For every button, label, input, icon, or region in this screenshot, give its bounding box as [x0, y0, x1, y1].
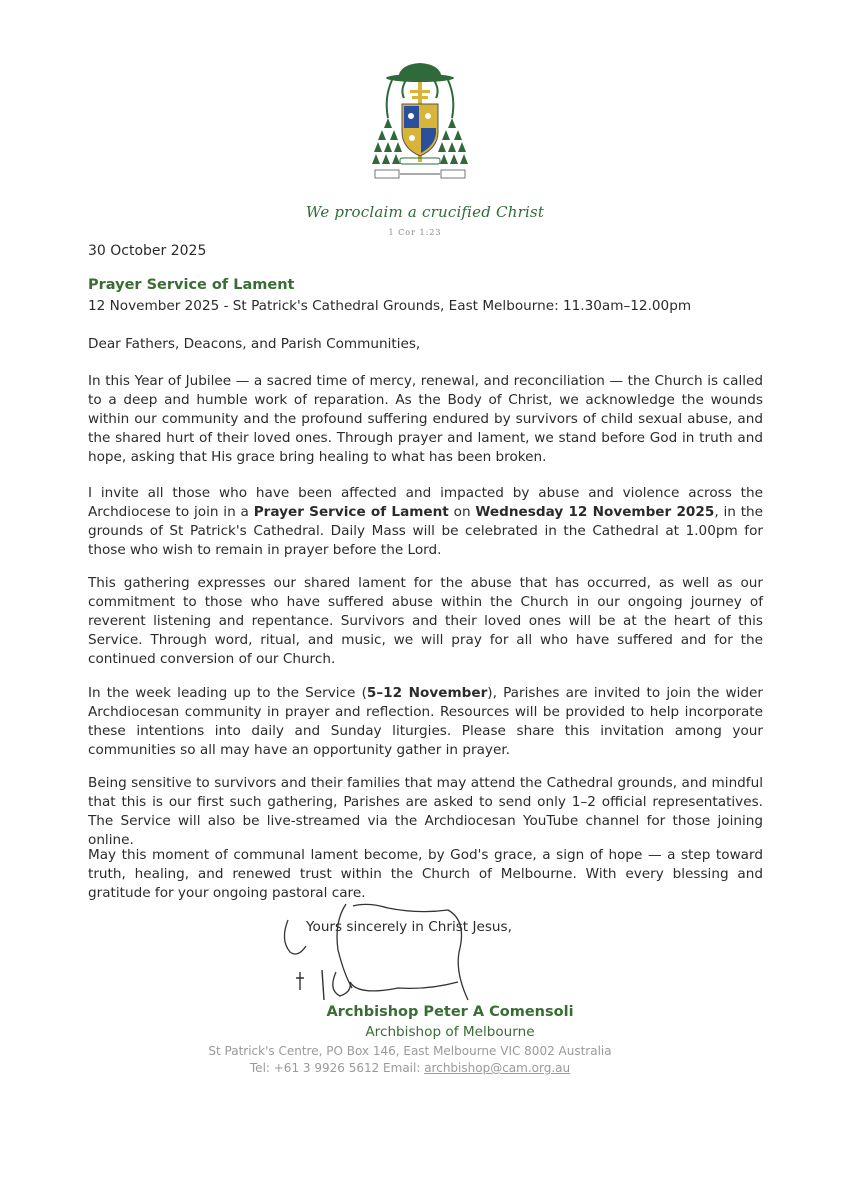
event-title: Prayer Service of Lament: [88, 277, 295, 293]
signatory-name: Archbishop Peter A Comensoli: [326, 1004, 574, 1020]
letter-date: 30 October 2025: [88, 243, 207, 259]
paragraph-gathering: This gathering expresses our shared lament for the abuse that has occurred, as well as our commitment to those who have suffered abuse within the Church in our ongoing journey of reverent listening and repentance. Survivors and their loved ones will be at the heart of this Service. Through word, ritual, and music, we will pray for all who have suffered and for the continued conversion of our Church.: [88, 575, 763, 667]
archiepiscopal-coat-of-arms-icon: [370, 58, 470, 186]
paragraph-invitation: I invite all those who have been affected and impacted by abuse and violence across the Archdiocese to join in a Prayer Service of Lament on Wednesday 12 November 2025, in the grounds of St Patrick's Cathedral. Daily Mass will be celebrated in the Cathedral at 1.00pm for those who wish to remain in prayer before the Lord.: [88, 485, 763, 558]
motto-reference: 1 Cor 1:23: [388, 228, 442, 237]
salutation: Dear Fathers, Deacons, and Parish Communities,: [88, 336, 421, 352]
footer-address: St Patrick's Centre, PO Box 146, East Melbourne VIC 8002 Australia: [208, 1044, 612, 1058]
paragraph-representatives: Being sensitive to survivors and their families that may attend the Cathedral grounds, and mindful that this is our first such gathering, Parishes are asked to send only 1–2 official representatives. The Service will also be live-streamed via the Archdiocesan YouTube channel for those joining online.: [88, 775, 763, 848]
paragraph-blessing: May this moment of communal lament become, by God's grace, a sign of hope — a step toward truth, healing, and renewed trust within the Church of Melbourne. With every blessing and gratitude for your ongoing pastoral care.: [88, 847, 763, 901]
email-link[interactable]: archbishop@cam.org.au: [424, 1061, 571, 1075]
letterhead-motto: We proclaim a crucified Christ: [305, 203, 545, 221]
paragraph-jubilee: In this Year of Jubilee — a sacred time of mercy, renewal, and reconciliation — the Church is called to a deep and humble work of reparation. As the Body of Christ, we acknowledge the wounds within our community and the profound suffering endured by survivors of child sexual abuse, and the shared hurt of their loved ones. Through prayer and lament, we stand before God in truth and hope, asking that His grace bring healing to what has been broken.: [88, 373, 763, 465]
service-date: Wednesday 12 November 2025: [475, 504, 715, 520]
handwritten-signature: [278, 900, 488, 1010]
paragraph-preparation-week: In the week leading up to the Service (5–12 November), Parishes are invited to join the wider Archdiocesan community in prayer and reflection. Resources will be provided to help incorporate these intentions into daily and Sunday liturgies. Please share this invitation among your communities so all may have an opportunity gather in prayer.: [88, 685, 763, 758]
signatory-title: Archbishop of Melbourne: [365, 1024, 535, 1040]
preparation-dates: 5–12 November: [366, 685, 488, 701]
closing-line: Yours sincerely in Christ Jesus,: [306, 919, 512, 935]
service-name: Prayer Service of Lament: [253, 504, 449, 520]
footer-contact: Tel: +61 3 9926 5612 Email: archbishop@cam.org.au: [249, 1061, 571, 1075]
event-details: 12 November 2025 - St Patrick's Cathedral Grounds, East Melbourne: 11.30am–12.00pm: [88, 298, 692, 314]
